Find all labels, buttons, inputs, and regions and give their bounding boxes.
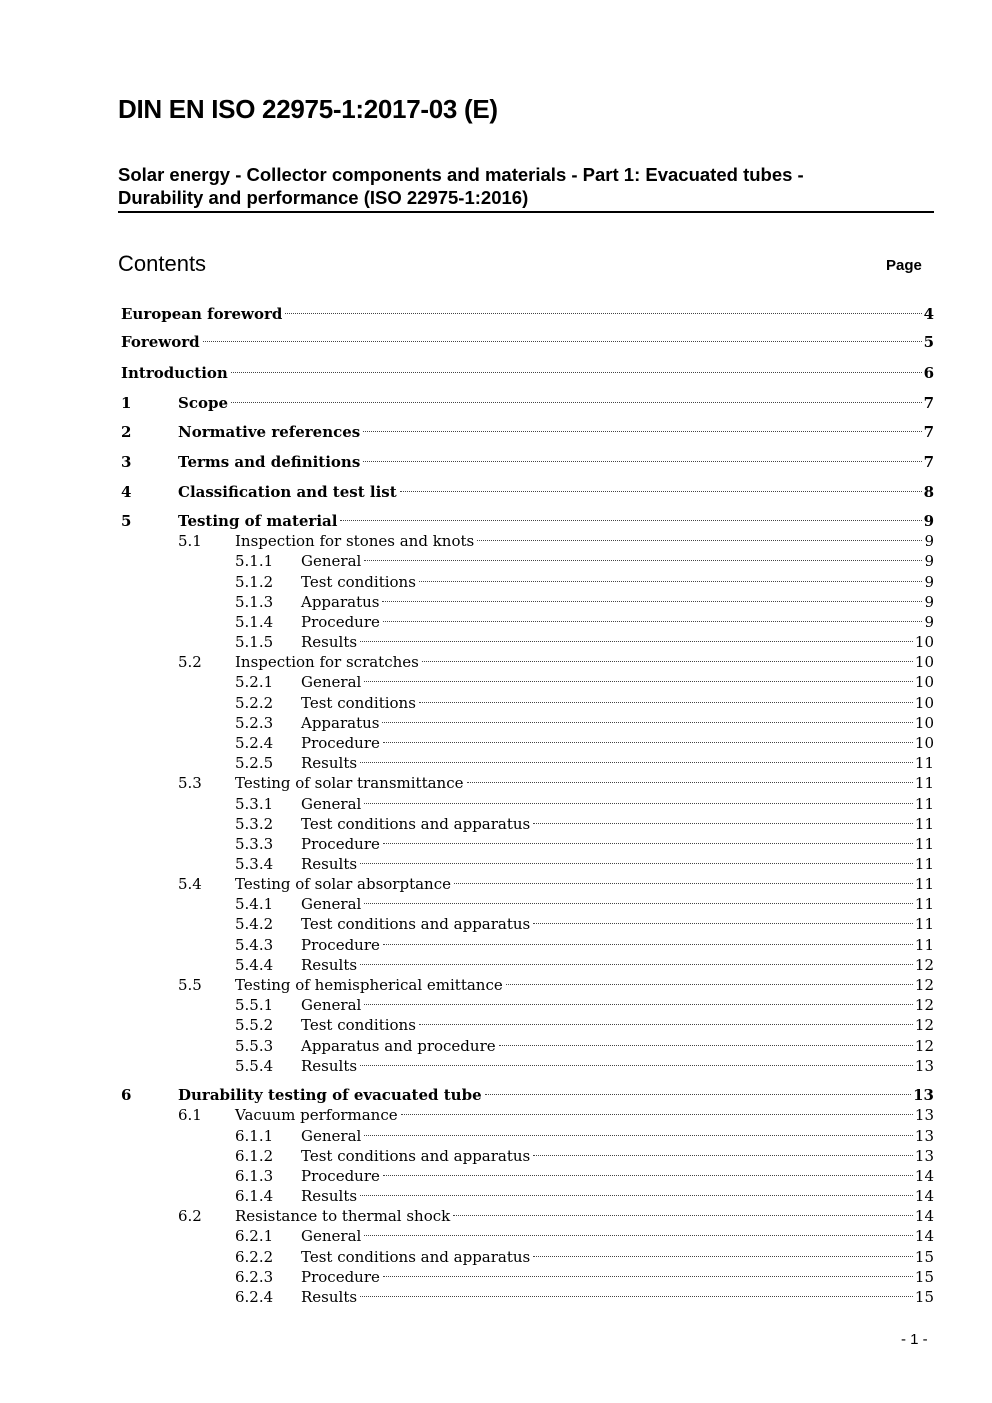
toc-entry-title[interactable]: General xyxy=(301,552,362,570)
toc-entry-number: 5.5 xyxy=(178,976,202,994)
dot-leader xyxy=(383,742,913,743)
dot-leader xyxy=(485,1094,912,1095)
toc-entry[interactable] xyxy=(0,833,992,855)
toc-entry-page[interactable]: 14 xyxy=(914,1187,934,1205)
toc-entry-number: 5.5.2 xyxy=(235,1016,274,1034)
toc-entry-title[interactable]: Testing of material xyxy=(178,512,338,530)
toc-entry-page[interactable]: 12 xyxy=(914,1016,934,1034)
toc-entry-title[interactable]: Results xyxy=(301,1187,358,1205)
dot-leader xyxy=(360,1296,913,1297)
dot-leader xyxy=(364,1135,913,1136)
toc-entry-number: 2 xyxy=(121,423,132,441)
document-subtitle-line-1: Solar energy - Collector components and materials - Part 1: Evacuated tubes - xyxy=(118,164,804,185)
dot-leader xyxy=(360,1195,913,1196)
toc-entry-title[interactable]: Results xyxy=(301,1057,358,1075)
toc-entry-page[interactable]: 10 xyxy=(914,673,934,691)
dot-leader xyxy=(382,722,912,723)
dot-leader xyxy=(364,803,913,804)
dot-leader xyxy=(360,964,913,965)
toc-entry-page[interactable]: 11 xyxy=(914,936,934,954)
dot-leader xyxy=(364,903,913,904)
toc-entry-page[interactable]: 11 xyxy=(914,835,934,853)
toc-entry-number: 5.2.3 xyxy=(235,714,274,732)
toc-entry-title[interactable]: Resistance to thermal shock xyxy=(235,1207,451,1225)
dot-leader xyxy=(383,1175,913,1176)
toc-entry-title[interactable]: Procedure xyxy=(301,613,380,631)
dot-leader xyxy=(363,431,921,432)
dot-leader xyxy=(383,944,913,945)
toc-entry-page[interactable]: 13 xyxy=(913,1086,934,1104)
dot-leader xyxy=(419,702,913,703)
toc-entry-number: 6.2.1 xyxy=(235,1227,274,1245)
toc-entry[interactable] xyxy=(0,571,992,593)
toc-entry-page[interactable]: 13 xyxy=(914,1057,934,1075)
dot-leader xyxy=(533,823,913,824)
toc-entry[interactable] xyxy=(0,1185,992,1207)
toc-entry-number: 5.5.1 xyxy=(235,996,274,1014)
toc-entry-number: 5.1.1 xyxy=(235,552,274,570)
toc-entry-title[interactable]: Procedure xyxy=(301,936,380,954)
toc-entry[interactable] xyxy=(0,1035,992,1057)
toc-entry-title[interactable]: Inspection for stones and knots xyxy=(235,532,475,550)
toc-entry-title[interactable]: Terms and definitions xyxy=(178,453,361,471)
toc-entry-number: 5.4.2 xyxy=(235,915,274,933)
toc-entry-number: 5.5.4 xyxy=(235,1057,274,1075)
toc-entry-title[interactable]: Classification and test list xyxy=(178,483,397,501)
dot-leader xyxy=(477,540,922,541)
toc-entry-page[interactable]: 4 xyxy=(923,305,934,323)
toc-entry-page[interactable]: 5 xyxy=(923,333,934,351)
toc-entry-page[interactable]: 12 xyxy=(914,1037,934,1055)
dot-leader xyxy=(400,491,922,492)
toc-entry-page[interactable]: 11 xyxy=(914,815,934,833)
toc-entry[interactable] xyxy=(0,1014,992,1036)
toc-entry[interactable] xyxy=(0,732,992,754)
dot-leader xyxy=(203,341,922,342)
toc-entry-title[interactable]: Test conditions xyxy=(301,1016,416,1034)
toc-entry-page[interactable]: 15 xyxy=(914,1268,934,1286)
toc-entry-page[interactable]: 8 xyxy=(923,483,934,501)
toc-entry-number: 5.4.4 xyxy=(235,956,274,974)
toc-entry-title[interactable]: Test conditions xyxy=(301,573,416,591)
toc-entry-number: 5.1.4 xyxy=(235,613,274,631)
toc-entry-number: 6.1.1 xyxy=(235,1127,274,1145)
toc-entry-page[interactable]: 9 xyxy=(924,552,934,570)
dot-leader xyxy=(360,1065,913,1066)
toc-entry-page[interactable]: 13 xyxy=(914,1127,934,1145)
toc-entry-title[interactable]: Scope xyxy=(178,394,229,412)
toc-entry-page[interactable]: 15 xyxy=(914,1288,934,1306)
toc-entry[interactable] xyxy=(0,934,992,956)
toc-entry-title[interactable]: Testing of solar transmittance xyxy=(235,774,464,792)
toc-entry-title[interactable]: General xyxy=(301,1227,362,1245)
toc-entry-number: 6.2.2 xyxy=(235,1248,274,1266)
toc-entry[interactable] xyxy=(0,591,992,613)
toc-entry[interactable] xyxy=(0,362,992,384)
toc-entry-title[interactable]: Normative references xyxy=(178,423,361,441)
toc-entry-number: 3 xyxy=(121,453,132,471)
toc-entry-page[interactable]: 10 xyxy=(914,694,934,712)
dot-leader xyxy=(419,1024,913,1025)
toc-entry-number: 6.2.3 xyxy=(235,1268,274,1286)
toc-entry-number: 5.1.2 xyxy=(235,573,274,591)
toc-entry-title[interactable]: Procedure xyxy=(301,1268,380,1286)
toc-entry-title[interactable]: Results xyxy=(301,633,358,651)
dot-leader xyxy=(383,621,923,622)
dot-leader xyxy=(383,1276,913,1277)
toc-entry-page[interactable]: 9 xyxy=(924,532,934,550)
toc-entry-title[interactable]: Testing of solar absorptance xyxy=(235,875,451,893)
toc-entry-title[interactable]: Foreword xyxy=(121,333,200,351)
toc-entry[interactable] xyxy=(0,671,992,693)
dot-leader xyxy=(364,681,913,682)
dot-leader xyxy=(419,581,923,582)
toc-entry-number: 5.2 xyxy=(178,653,202,671)
toc-entry-number: 5.3.1 xyxy=(235,795,274,813)
toc-entry[interactable] xyxy=(0,853,992,875)
toc-entry[interactable] xyxy=(0,611,992,633)
toc-entry[interactable] xyxy=(0,1286,992,1308)
toc-entry-page[interactable]: 11 xyxy=(914,795,934,813)
dot-leader xyxy=(467,782,913,783)
toc-entry[interactable] xyxy=(0,1205,992,1227)
dot-leader xyxy=(364,560,922,561)
toc-entry[interactable] xyxy=(0,1055,992,1077)
toc-entry-page[interactable]: 15 xyxy=(914,1248,934,1266)
toc-entry-page[interactable]: 14 xyxy=(914,1207,934,1225)
toc-entry-number: 6.1.4 xyxy=(235,1187,274,1205)
toc-entry[interactable] xyxy=(0,1225,992,1247)
toc-entry-number: 5.4 xyxy=(178,875,202,893)
toc-entry[interactable] xyxy=(0,1165,992,1187)
toc-entry-number: 5.3.2 xyxy=(235,815,274,833)
toc-entry-number: 5.5.3 xyxy=(235,1037,274,1055)
toc-entry-title[interactable]: Test conditions and apparatus xyxy=(301,915,531,933)
toc-entry-number: 5.4.1 xyxy=(235,895,274,913)
toc-entry-number: 6.2 xyxy=(178,1207,202,1225)
dot-leader xyxy=(533,1155,913,1156)
toc-entry[interactable] xyxy=(0,303,992,325)
toc-entry[interactable] xyxy=(0,772,992,794)
toc-entry-page[interactable]: 11 xyxy=(914,855,934,873)
dot-leader xyxy=(364,1004,913,1005)
dot-leader xyxy=(506,984,913,985)
dot-leader xyxy=(363,461,921,462)
toc-entry-title[interactable]: Test conditions xyxy=(301,694,416,712)
toc-entry-number: 6 xyxy=(121,1086,132,1104)
toc-entry[interactable] xyxy=(0,913,992,935)
toc-entry-title[interactable]: Test conditions and apparatus xyxy=(301,815,531,833)
toc-entry[interactable] xyxy=(0,813,992,835)
toc-entry-title[interactable]: Apparatus and procedure xyxy=(301,1037,496,1055)
toc-entry-page[interactable]: 11 xyxy=(914,774,934,792)
dot-leader xyxy=(382,601,922,602)
toc-entry-title[interactable]: General xyxy=(301,673,362,691)
toc-entry-page[interactable]: 6 xyxy=(923,364,934,382)
toc-entry[interactable] xyxy=(0,510,992,532)
toc-entry-page[interactable]: 9 xyxy=(924,593,934,611)
toc-entry-number: 6.2.4 xyxy=(235,1288,274,1306)
toc-entry-page[interactable]: 10 xyxy=(914,633,934,651)
toc-entry[interactable] xyxy=(0,994,992,1016)
toc-entry-title[interactable]: Test conditions and apparatus xyxy=(301,1248,531,1266)
toc-entry-title[interactable]: Test conditions and apparatus xyxy=(301,1147,531,1165)
toc-entry-title[interactable]: Apparatus xyxy=(301,714,380,732)
toc-entry-page[interactable]: 12 xyxy=(914,956,934,974)
dot-leader xyxy=(499,1045,913,1046)
dot-leader xyxy=(231,372,922,373)
toc-entry-title[interactable]: Procedure xyxy=(301,734,380,752)
toc-entry[interactable] xyxy=(0,550,992,572)
toc-entry-number: 5.4.3 xyxy=(235,936,274,954)
toc-entry[interactable] xyxy=(0,873,992,895)
toc-entry[interactable] xyxy=(0,712,992,734)
toc-entry[interactable] xyxy=(0,451,992,473)
dot-leader xyxy=(454,883,913,884)
toc-entry[interactable] xyxy=(0,421,992,443)
toc-entry[interactable] xyxy=(0,392,992,414)
toc-entry-page[interactable]: 7 xyxy=(923,453,934,471)
toc-entry[interactable] xyxy=(0,1246,992,1268)
toc-entry-title[interactable]: Results xyxy=(301,754,358,772)
toc-entry-number: 6.1.2 xyxy=(235,1147,274,1165)
toc-entry-number: 6.1 xyxy=(178,1106,202,1124)
toc-entry-page[interactable]: 14 xyxy=(914,1227,934,1245)
toc-entry-page[interactable]: 11 xyxy=(914,915,934,933)
toc-entry-page[interactable]: 11 xyxy=(914,895,934,913)
toc-entry-number: 5.2.5 xyxy=(235,754,274,772)
toc-entry-page[interactable]: 9 xyxy=(924,573,934,591)
toc-entry[interactable] xyxy=(0,954,992,976)
dot-leader xyxy=(533,923,913,924)
toc-entry-number: 4 xyxy=(121,483,132,501)
toc-entry-number: 5.2.2 xyxy=(235,694,274,712)
toc-entry-page[interactable]: 10 xyxy=(914,734,934,752)
toc-entry-page[interactable]: 13 xyxy=(914,1147,934,1165)
toc-entry-title[interactable]: Procedure xyxy=(301,835,380,853)
toc-entry-page[interactable]: 13 xyxy=(914,1106,934,1124)
toc-entry-title[interactable]: General xyxy=(301,1127,362,1145)
dot-leader xyxy=(285,313,921,314)
toc-entry-title[interactable]: Procedure xyxy=(301,1167,380,1185)
toc-entry[interactable] xyxy=(0,1125,992,1147)
dot-leader xyxy=(231,402,922,403)
toc-entry-title[interactable]: Durability testing of evacuated tube xyxy=(178,1086,482,1104)
contents-heading: Contents xyxy=(118,251,207,276)
toc-entry-page[interactable]: 12 xyxy=(914,976,934,994)
toc-entry-title[interactable]: Introduction xyxy=(121,364,228,382)
toc-entry[interactable] xyxy=(0,793,992,815)
toc-entry-number: 5.3.4 xyxy=(235,855,274,873)
toc-entry-page[interactable]: 9 xyxy=(923,512,934,530)
document-title: DIN EN ISO 22975-1:2017-03 (E) xyxy=(118,94,498,124)
toc-entry-number: 5.2.1 xyxy=(235,673,274,691)
toc-entry-page[interactable]: 7 xyxy=(923,423,934,441)
toc-entry[interactable] xyxy=(0,530,992,552)
document-subtitle-line-2: Durability and performance (ISO 22975-1:2016) xyxy=(118,187,529,208)
toc-entry-page[interactable]: 11 xyxy=(914,875,934,893)
toc-entry[interactable] xyxy=(0,1145,992,1167)
toc-entry-title[interactable]: General xyxy=(301,895,362,913)
toc-entry-title[interactable]: Results xyxy=(301,956,358,974)
dot-leader xyxy=(340,520,921,521)
toc-entry-number: 5.1.5 xyxy=(235,633,274,651)
toc-entry[interactable] xyxy=(0,893,992,915)
dot-leader xyxy=(383,843,913,844)
toc-entry-number: 5.3 xyxy=(178,774,202,792)
toc-entry-page[interactable]: 12 xyxy=(914,996,934,1014)
toc-entry-title[interactable]: Results xyxy=(301,855,358,873)
toc-entry[interactable] xyxy=(0,1266,992,1288)
toc-entry-title[interactable]: Inspection for scratches xyxy=(235,653,419,671)
toc-entry[interactable] xyxy=(0,651,992,673)
toc-entry-page[interactable]: 10 xyxy=(914,653,934,671)
toc-entry-number: 5.1.3 xyxy=(235,593,274,611)
dot-leader xyxy=(533,1256,913,1257)
toc-entry-number: 5.3.3 xyxy=(235,835,274,853)
toc-entry[interactable] xyxy=(0,692,992,714)
dot-leader xyxy=(401,1114,913,1115)
toc-entry-page[interactable]: 11 xyxy=(914,754,934,772)
toc-entry-number: 1 xyxy=(121,394,132,412)
toc-entry-title[interactable]: Vacuum performance xyxy=(235,1106,398,1124)
toc-entry-title[interactable]: General xyxy=(301,996,362,1014)
toc-entry-title[interactable]: Results xyxy=(301,1288,358,1306)
toc-entry-number: 5 xyxy=(121,512,132,530)
page-column-label: Page xyxy=(886,257,922,274)
toc-entry-page[interactable]: 14 xyxy=(914,1167,934,1185)
dot-leader xyxy=(453,1215,913,1216)
toc-entry-number: 5.2.4 xyxy=(235,734,274,752)
dot-leader xyxy=(360,762,913,763)
toc-entry-title[interactable]: General xyxy=(301,795,362,813)
toc-entry[interactable] xyxy=(0,1084,992,1106)
toc-entry[interactable] xyxy=(0,631,992,653)
toc-entry-page[interactable]: 10 xyxy=(914,714,934,732)
toc-entry[interactable] xyxy=(0,974,992,996)
toc-entry-title[interactable]: European foreword xyxy=(121,305,283,323)
dot-leader xyxy=(360,641,913,642)
toc-entry-number: 5.1 xyxy=(178,532,202,550)
toc-entry[interactable] xyxy=(0,752,992,774)
footer-page-number: - 1 - xyxy=(901,1331,928,1348)
toc-entry[interactable] xyxy=(0,1104,992,1126)
toc-entry-title[interactable]: Testing of hemispherical emittance xyxy=(235,976,503,994)
dot-leader xyxy=(364,1235,913,1236)
toc-entry[interactable] xyxy=(0,481,992,503)
dot-leader xyxy=(422,661,913,662)
dot-leader xyxy=(360,863,913,864)
toc-entry-number: 6.1.3 xyxy=(235,1167,274,1185)
toc-entry[interactable] xyxy=(0,331,992,353)
toc-entry-page[interactable]: 7 xyxy=(923,394,934,412)
toc-entry-title[interactable]: Apparatus xyxy=(301,593,380,611)
toc-entry-page[interactable]: 9 xyxy=(924,613,934,631)
